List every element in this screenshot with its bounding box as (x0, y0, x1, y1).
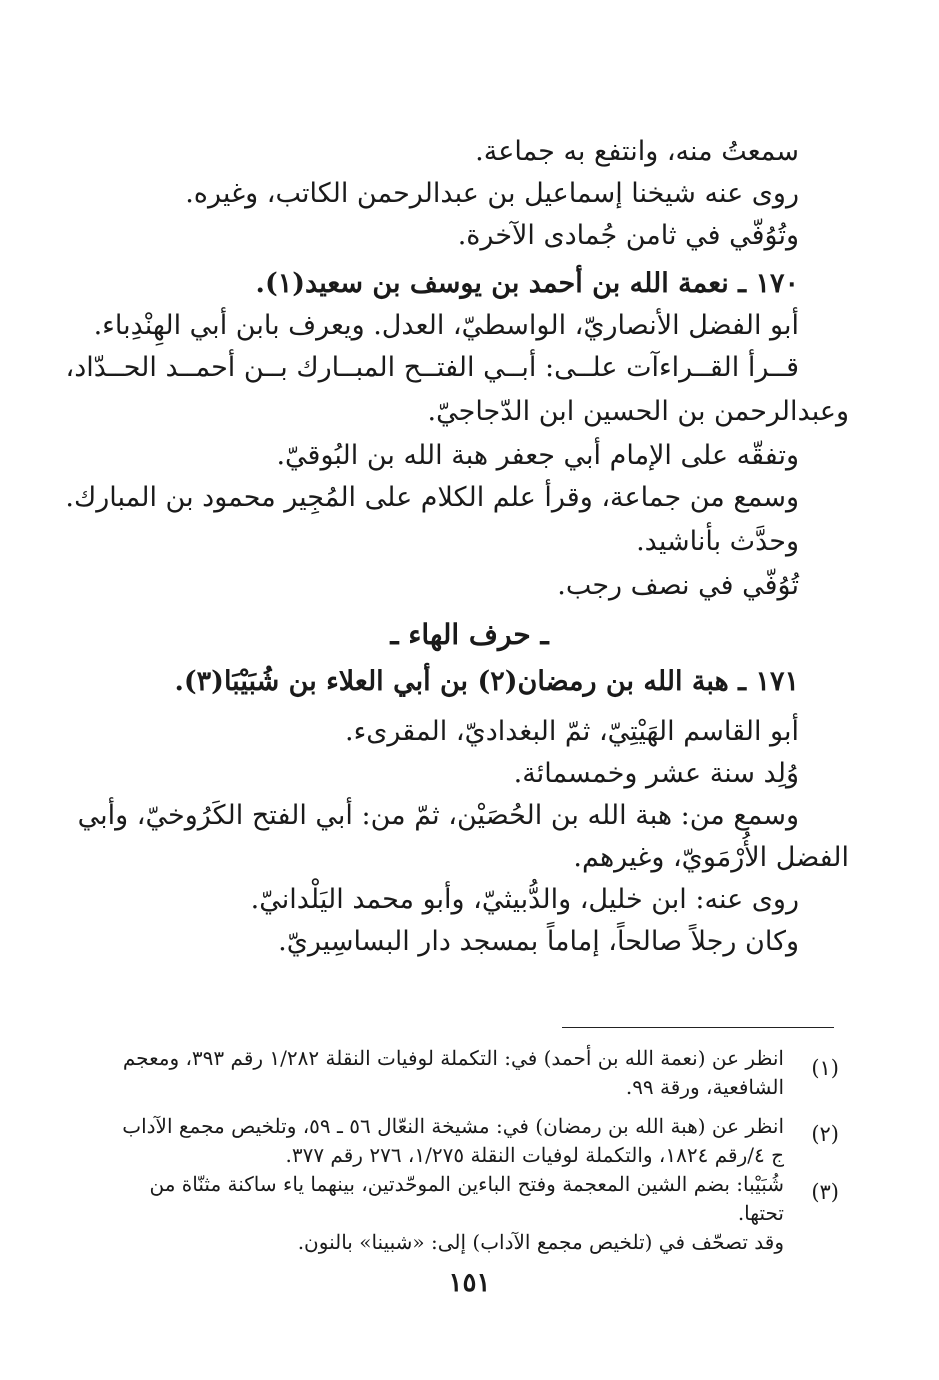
entry-170-line: قــرأ القــراءآت علــى: أبــي الفتــح المبــارك بــن أحمــد الحــدّاد، (65, 352, 799, 383)
body-line: سمعتُ منه، وانتفع به جماعة. (475, 136, 799, 167)
body-line: روى عنه شيخنا إسماعيل بن عبدالرحمن الكاتب، وغيره. (185, 178, 799, 209)
entry-171-line: روى عنه: ابن خليل، والدُّبيثيّ، وأبو محمد اليَلْدانيّ. (250, 884, 799, 915)
footnote-text (105, 1044, 784, 1102)
footnote-separator (562, 1027, 834, 1028)
body-line: وتُوُفّي في ثامن جُمادى الآخرة. (457, 220, 799, 251)
entry-171-heading: ١٧١ ـ هبة الله بن رمضان(٢) بن أبي العلاء بن شُبَيْبَا(٣). (174, 666, 799, 697)
entry-170-line: وسمع من جماعة، وقرأ علم الكلام على المُجِير محمود بن المبارك. (65, 482, 799, 513)
footnote-line: وقد تصحّف في (تلخيص مجمع الآداب) إلى: «شبينا» بالنون. (297, 1230, 784, 1254)
footnote-line: انظر عن (نعمة الله بن أحمد) في: التكملة لوفيات النقلة ١/٢٨٢ رقم ٣٩٣، ومعجم (122, 1046, 784, 1070)
section-heading: ـ حرف الهاء ـ (390, 618, 549, 651)
entry-170-line: أبو الفضل الأنصاريّ، الواسطيّ، العدل. ويعرف بابن أبي الهِنْدِباء. (93, 310, 799, 341)
footnote-number: (٢) (811, 1122, 839, 1146)
footnote-line: شُبَيْبا: بضم الشين المعجمة وفتح الباءين الموحّدتين، بينهما ياء ساكنة مثنّاة من تحتها. (149, 1172, 784, 1225)
entry-171-line: وُلِد سنة عشر وخمسمائة. (513, 758, 799, 789)
entry-170-line: وتفقّه على الإمام أبي جعفر هبة الله بن البُوقيّ. (276, 440, 799, 471)
footnote-text (105, 1170, 784, 1257)
footnote-line: الشافعية، ورقة ٩٩. (625, 1075, 784, 1099)
entry-170-line: تُوُفّي في نصف رجب. (557, 570, 799, 601)
footnote-line: ج ٤/رقم ١٨٢٤، والتكملة لوفيات النقلة ١/٢٧٥، ٢٧٦ رقم ٣٧٧. (285, 1143, 784, 1167)
entry-171-line: الفضل الأُرْمَويّ، وغيرهم. (573, 842, 849, 873)
footnote-number: (١) (811, 1056, 839, 1080)
entry-170-line: وحدَّث بأناشيد. (636, 526, 799, 557)
entry-170-heading: ١٧٠ ـ نعمة الله بن أحمد بن يوسف بن سعيد(١). (255, 268, 799, 299)
page-number: ١٥١ (448, 1268, 491, 1298)
entry-171-line: أبو القاسم الهَيْتِيّ، ثمّ البغداديّ، المقرىء. (344, 716, 799, 747)
entry-171-line: وسمع من: هبة الله بن الحُصَيْن، ثمّ من: أبي الفتح الكَرُوخيّ، وأبي (77, 800, 799, 831)
entry-170-line: وعبدالرحمن بن الحسين ابن الدّجاجيّ. (427, 396, 849, 427)
entry-171-line: وكان رجلاً صالحاً، إماماً بمسجد دار البساسِيريّ. (278, 926, 799, 957)
footnote-text (105, 1112, 784, 1170)
footnote-number: (٣) (811, 1180, 839, 1204)
footnote-line: انظر عن (هبة الله بن رمضان) في: مشيخة النعّال ٥٦ ـ ٥٩، وتلخيص مجمع الآداب (122, 1114, 784, 1138)
